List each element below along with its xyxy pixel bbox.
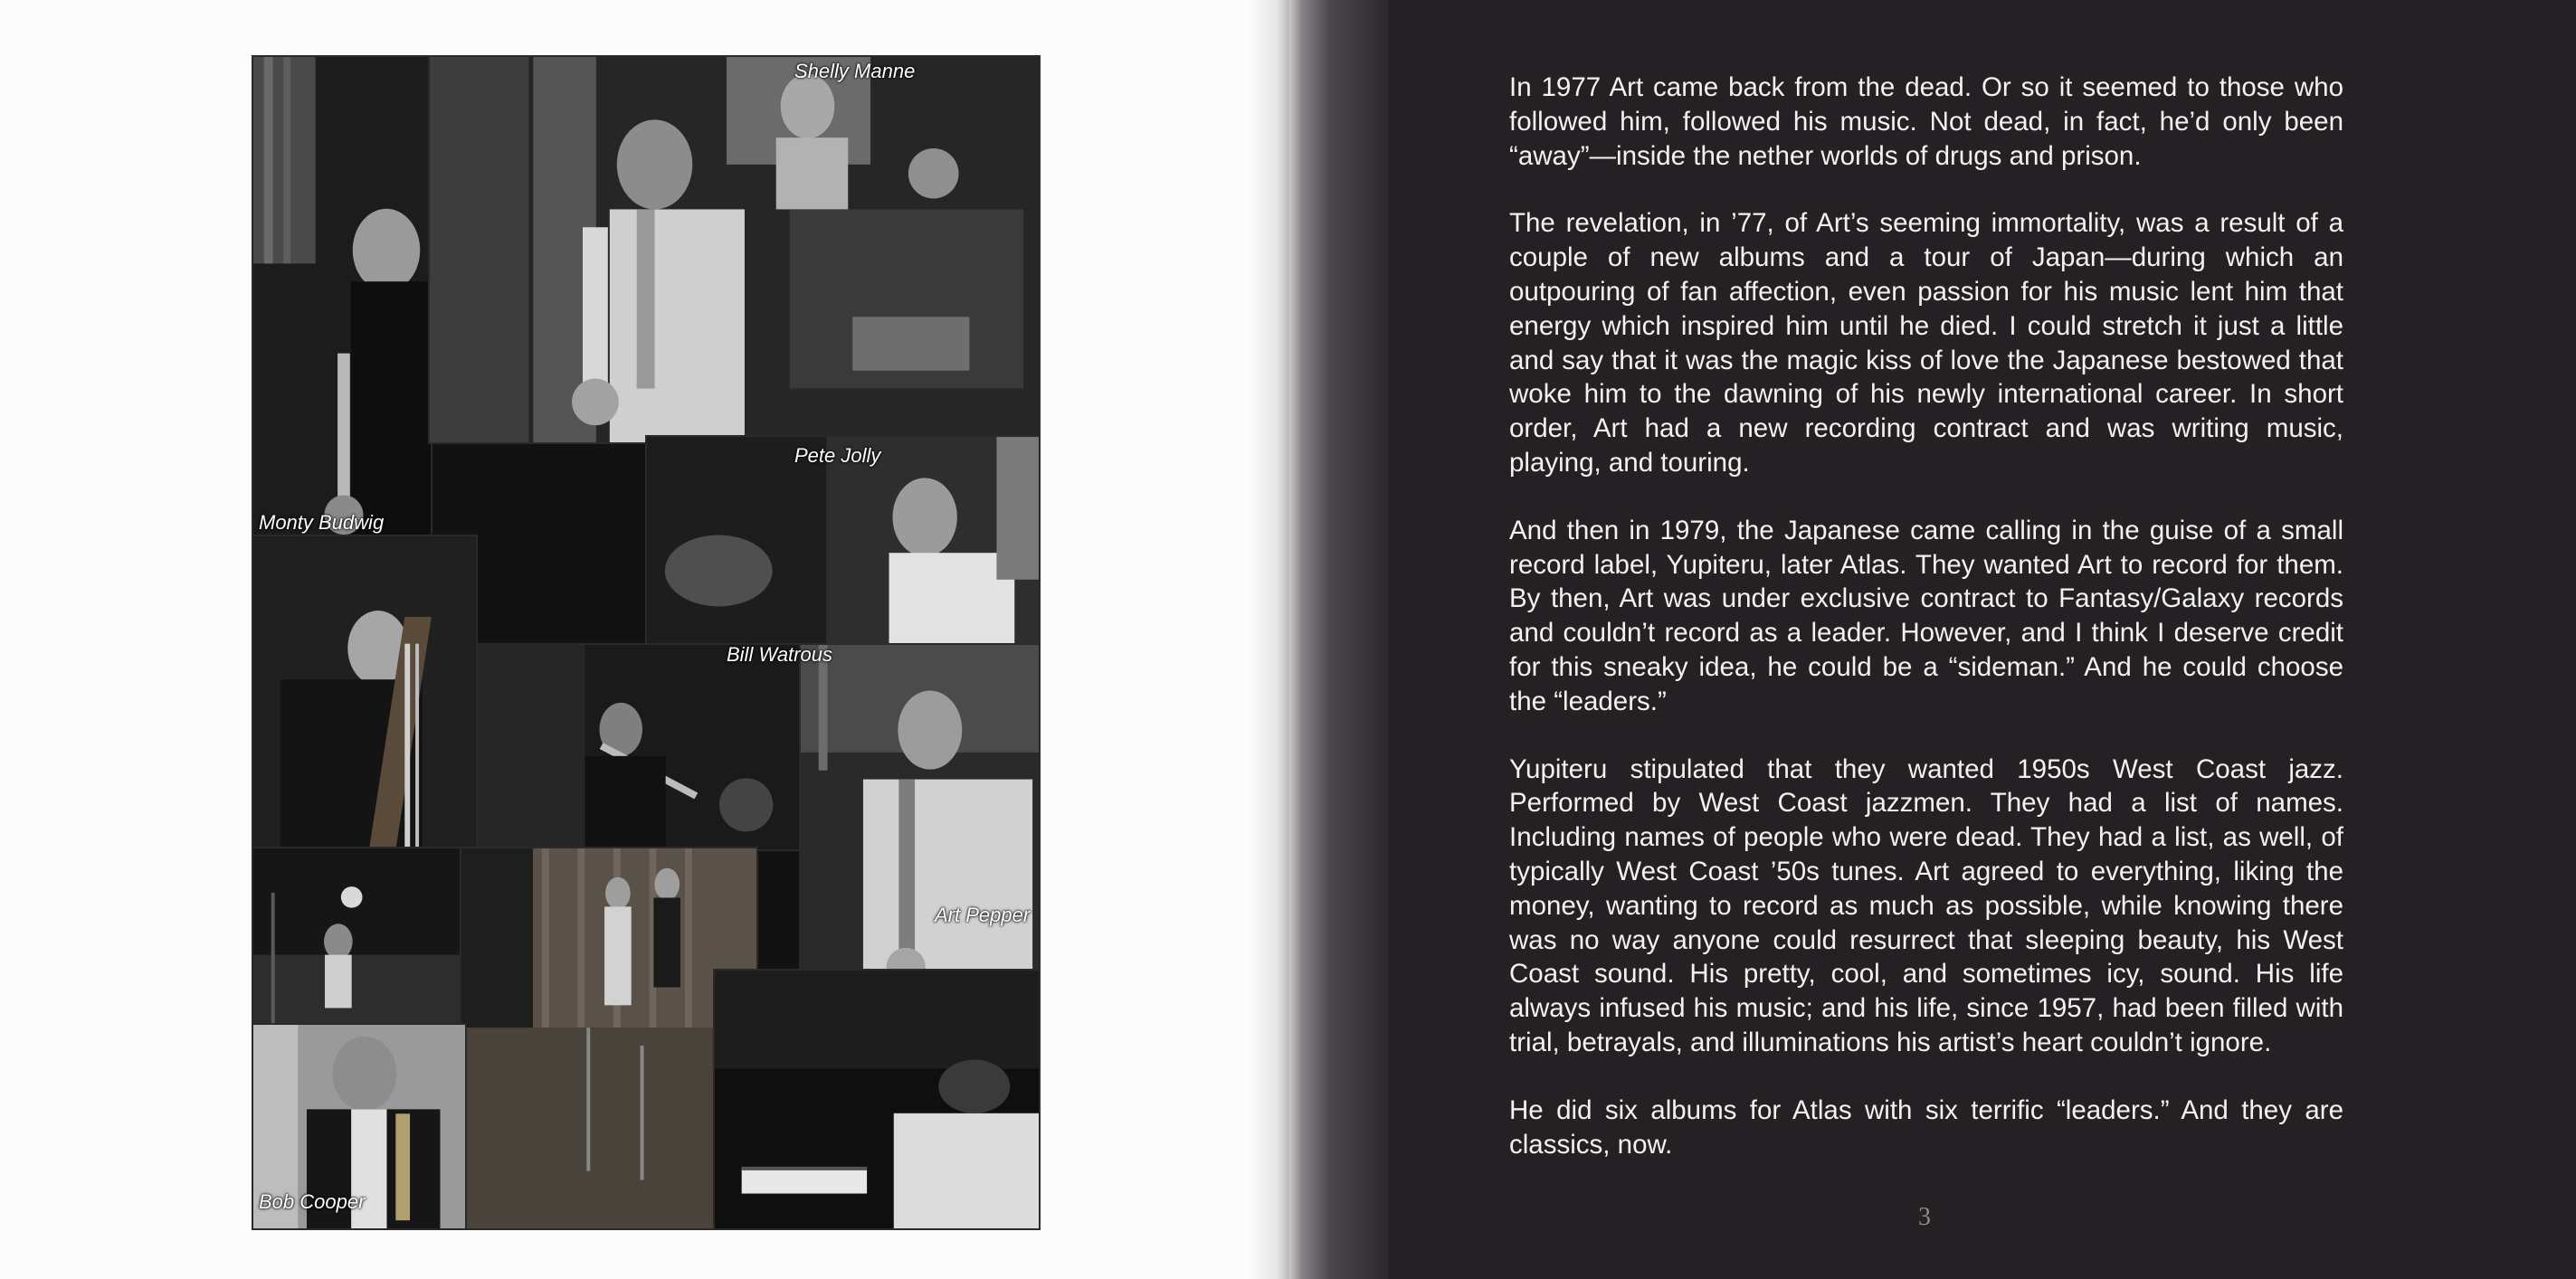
photo-monty-budwig xyxy=(252,535,478,851)
photo-art-pepper xyxy=(799,643,1041,1023)
paragraph-3: And then in 1979, the Japanese came calling in the guise of a small record label, Yupiteru, later Atlas. They wanted Art to record for them. By then, Art was under exclusive contract to Fantasy/Galaxy records and couldn’t record as a leader. However, and I think I deserve credit for this sneaky idea, he could be a “sideman.” And he could choose the “leaders.” xyxy=(1509,515,2343,716)
photo-collage xyxy=(252,55,1041,1230)
paragraph-2: The revelation, in ’77, of Art’s seeming immortality, was a result of a couple of new albums and a tour of Japan—during which an outpouring of fan affection, even passion for his music lent him that energy which inspired him until he died. I could stretch it just a little and say that it was the magic kiss of love the Japanese bestowed that woke him to the dawning of his newly international career. In short order, Art had a new recording contract and was writing music, playing, and touring. xyxy=(1509,208,2343,478)
paragraph-1: In 1977 Art came back from the dead. Or so it seemed to those who followed him, followed his music. Not dead, in fact, he’d only been “away”—inside the nether worlds of drugs and prison. xyxy=(1509,72,2343,171)
page-gutter-shadow-right xyxy=(1289,0,1389,1279)
page-number: 3 xyxy=(1918,1203,1931,1231)
caption-art-pepper: Art Pepper xyxy=(935,904,1031,926)
paragraph-4: Yupiteru stipulated that they wanted 1950s West Coast jazz. Performed by West Coast jazzmen. They had a list of names. Including names of people who were dead. They had a list, as well, of typically West Coast ’50s tunes. Art agreed to everything, liking the money, wanting to record as much as possible, while knowing there was no way anyone could resurrect that sleeping beauty, his West Coast sound. His pretty, cool, and sometimes icy, sound. His life always infused his music; and his life, since 1957, had been filled with trial, betrayals, and illuminations his artist’s heart couldn’t ignore. xyxy=(1509,753,2343,1057)
caption-shelly-manne: Shelly Manne xyxy=(794,60,916,82)
liner-notes-text xyxy=(1509,71,2343,1195)
caption-monty-budwig: Monty Budwig xyxy=(259,511,385,534)
photo-saxophonist-top-left xyxy=(252,55,433,562)
paragraph-5: He did six albums for Atlas with six terrific “leaders.” And they are classics, now. xyxy=(1509,1094,2343,1160)
page-gutter-shadow xyxy=(1249,0,1289,1279)
caption-bob-cooper: Bob Cooper xyxy=(259,1190,366,1213)
caption-bill-watrous: Bill Watrous xyxy=(727,643,832,666)
caption-pete-jolly: Pete Jolly xyxy=(794,444,881,467)
photo-shelly-manne xyxy=(428,55,1041,444)
photo-piano xyxy=(713,969,1041,1230)
photo-bill-watrous xyxy=(476,643,802,851)
